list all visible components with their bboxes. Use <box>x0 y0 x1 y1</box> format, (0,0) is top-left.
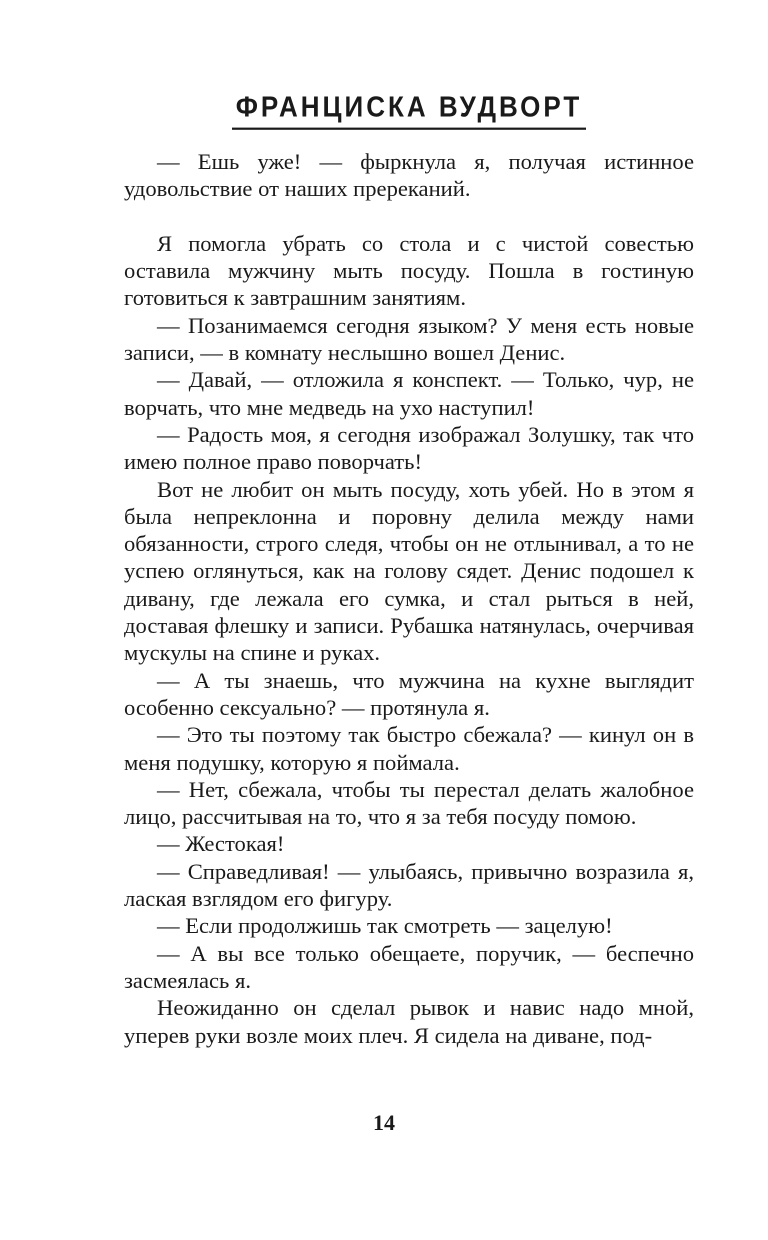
paragraph: Я помогла убрать со стола и с чистой совестью оставила мужчину мыть посуду. Пошла в гостиную готовиться к завтрашним занятиям. <box>124 230 694 311</box>
paragraph: Вот не любит он мыть посуду, хоть убей. Но в этом я была непреклонна и поровну делила между нами обязанности, строго следя, чтобы он не отлынивал, а то не успею оглянуться, как на голову сядет. Денис подошел к дивану, где лежала его сумка, и стал рыться в ней, доставая флешку и записи. Рубашка натянулась, очерчивая мускулы на спине и руках. <box>124 476 694 666</box>
paragraph: — Позанимаемся сегодня языком? У меня есть новые записи, — в комнату неслышно вошел Денис. <box>124 312 694 366</box>
paragraph: — Это ты поэтому так быстро сбежала? — кинул он в меня подушку, которую я поймала. <box>124 722 694 775</box>
running-header <box>124 92 694 128</box>
author-running-title: ФРАНЦИСКА ВУДВОРТ <box>232 90 587 130</box>
page-number: 14 <box>373 1110 395 1135</box>
paragraph: — Радость моя, я сегодня изображал Золушку, так что имею полное право поворчать! <box>124 421 694 475</box>
paragraph: — Давай, — отложила я конспект. — Только, чур, не ворчать, что мне медведь на ухо наступил! <box>124 367 694 420</box>
paragraph: Неожиданно он сделал рывок и навис надо мной, уперев руки возле моих плеч. Я сидела на диване, под- <box>124 995 694 1048</box>
paragraph: — А ты знаешь, что мужчина на кухне выглядит особенно сексуально? — протянула я. <box>124 667 694 720</box>
paragraph: — Если продолжишь так смотреть — зацелую! <box>157 913 613 939</box>
paragraph: — Ешь уже! — фыркнула я, получая истинное удовольствие от наших пререканий. <box>124 149 694 202</box>
paragraph: — Справедливая! — улыбаясь, привычно возразила я, лаская взглядом его фигуру. <box>124 858 694 912</box>
paragraph: — А вы все только обещаете, поручик, — беспечно засмеялась я. <box>124 940 694 993</box>
paragraph: — Жестокая! <box>157 831 285 857</box>
page-body <box>124 148 694 1049</box>
paragraph: — Нет, сбежала, чтобы ты перестал делать жалобное лицо, рассчитывая на то, что я за тебя посуду помою. <box>124 776 694 830</box>
